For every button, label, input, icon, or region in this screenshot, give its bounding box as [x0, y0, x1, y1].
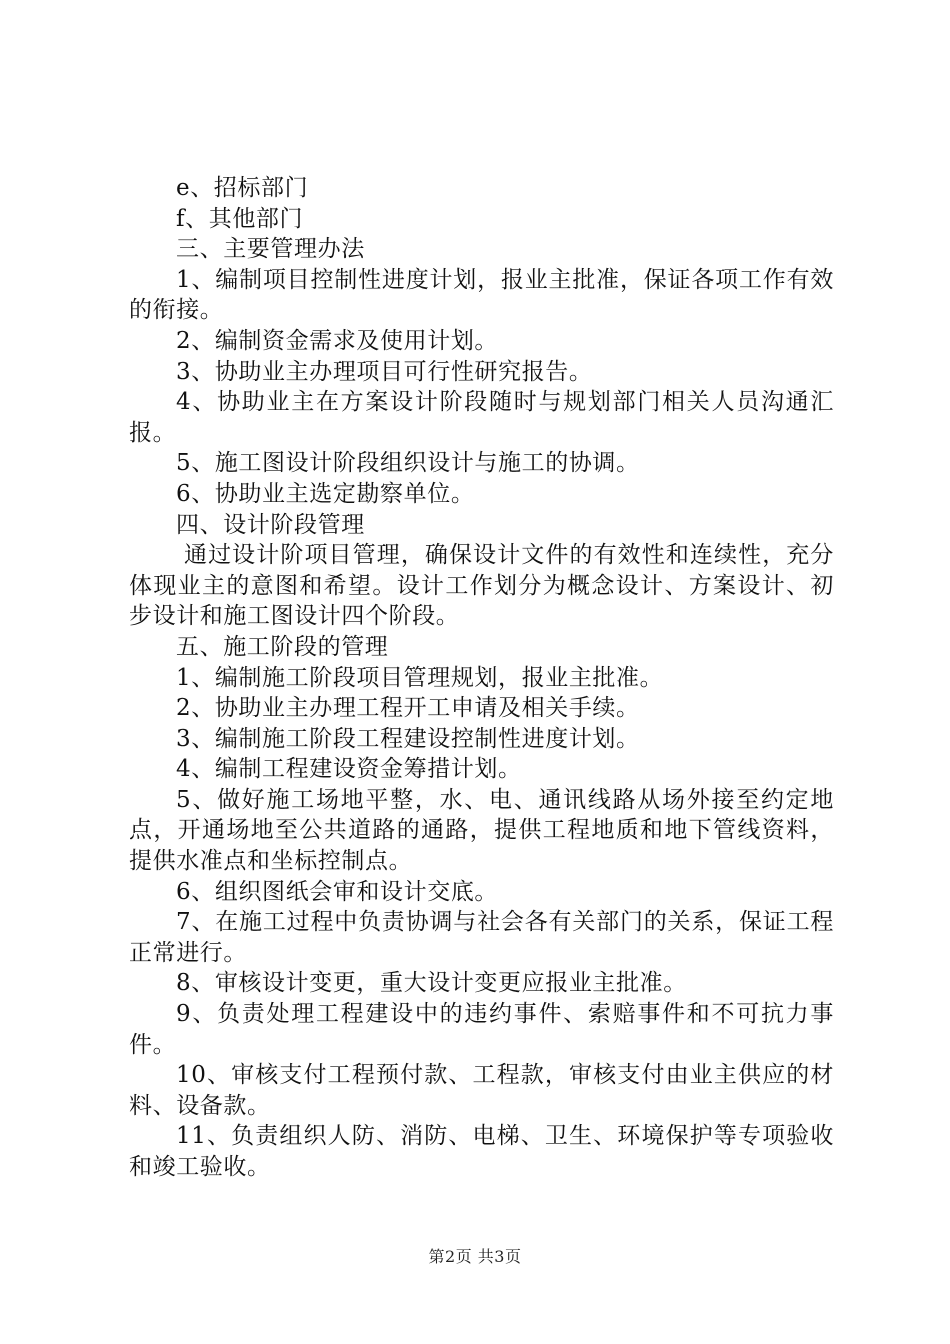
- section-heading-main-methods: 三、主要管理办法: [176, 236, 365, 263]
- paragraph-item: 3、协助业主办理项目可行性研究报告。: [176, 358, 593, 385]
- paragraph-item: 6、组织图纸会审和设计交底。: [176, 878, 499, 905]
- section-heading-design-stage: 四、设计阶段管理: [176, 511, 365, 538]
- paragraph-item: 8、审核设计变更，重大设计变更应报业主批准。: [176, 970, 687, 997]
- paragraph-item: 6、协助业主选定勘察单位。: [176, 480, 475, 507]
- paragraph-item: 3、编制施工阶段工程建设控制性进度计划。: [176, 725, 640, 752]
- paragraph-item: 9、负责处理工程建设中的违约事件、索赔事件和不可抗力事件。: [129, 1001, 834, 1058]
- paragraph-item: 1、编制项目控制性进度计划，报业主批准，保证各项工作有效的衔接。: [129, 266, 834, 324]
- paragraph-item: 2、协助业主办理工程开工申请及相关手续。: [176, 695, 640, 722]
- paragraph-item: 7、在施工过程中负责协调与社会各有关部门的关系，保证工程正常进行。: [129, 909, 834, 966]
- page-number-footer: 第2页 共3页: [428, 1247, 522, 1266]
- paragraph-design-stage: 通过设计阶项目管理，确保设计文件的有效性和连续性，充分体现业主的意图和希望。设计工作划分为概念设计、方案设计、初步设计和施工图设计四个阶段。: [129, 542, 834, 630]
- paragraph-item: 10、审核支付工程预付款、工程款，审核支付由业主供应的材料、设备款。: [129, 1062, 834, 1119]
- paragraph-item: 5、施工图设计阶段组织设计与施工的协调。: [176, 450, 640, 477]
- paragraph-item: 5、做好施工场地平整，水、电、通讯线路从场外接至约定地点，开通场地至公共道路的通路，提供工程地质和地下管线资料，提供水准点和坐标控制点。: [129, 786, 834, 875]
- list-item-other-dept: f、其他部门: [176, 205, 304, 232]
- list-item-bidding-dept: e、招标部门: [176, 175, 309, 201]
- paragraph-item: 4、协助业主在方案设计阶段随时与规划部门相关人员沟通汇报。: [129, 389, 834, 446]
- section-heading-construction-stage: 五、施工阶段的管理: [176, 633, 389, 660]
- paragraph-item: 4、编制工程建设资金筹措计划。: [176, 756, 522, 783]
- paragraph-item: 2、编制资金需求及使用计划。: [176, 327, 499, 354]
- paragraph-item: 1、编制施工阶段项目管理规划，报业主批准。: [176, 664, 664, 691]
- paragraph-item: 11、负责组织人防、消防、电梯、卫生、环境保护等专项验收和竣工验收。: [129, 1123, 834, 1180]
- document-body: [129, 173, 834, 1183]
